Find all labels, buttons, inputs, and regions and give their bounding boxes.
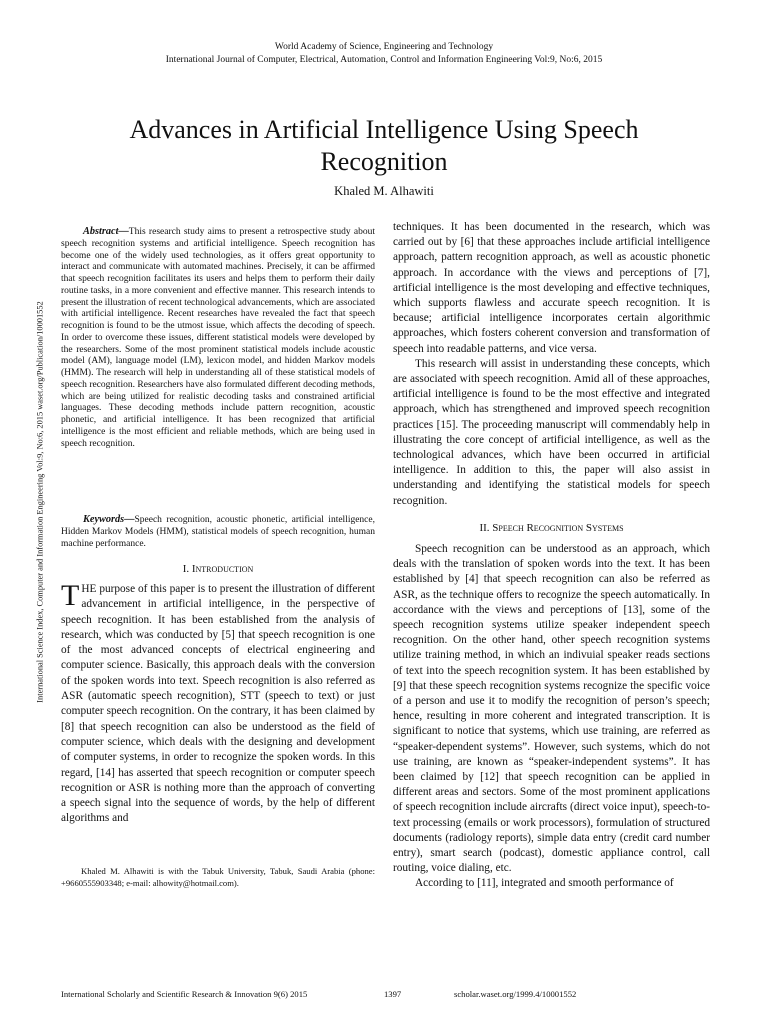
keywords bbox=[61, 514, 375, 550]
paragraph: techniques. It has been documented in the research, which was carried out by [6] that these approaches include artificial intelligence approach, pattern recognition approach, as well as acoustic phonetic approach. In accordance with the views and perceptions of [7], artificial intelligence is the most developing and effective techniques, which supports flawless and accurate speech recognition. It is because; artificial intelligence incorporates certain algorithmic approaches, which fosters coherent conversion and transformation of speech into readable patterns, and vice versa. bbox=[393, 221, 710, 355]
drop-cap: T bbox=[61, 579, 80, 612]
paragraph: According to [11], integrated and smooth performance of bbox=[415, 877, 674, 890]
abstract-label: Abstract — bbox=[83, 226, 129, 237]
section-heading-introduction: I. Introduction bbox=[182, 563, 254, 575]
keywords-text: Speech recognition, acoustic phonetic, artificial intelligence, Hidden Markov Models (HMM), statistical models of speech recognition, human machine performance. bbox=[61, 515, 375, 549]
right-column-top bbox=[393, 220, 710, 509]
right-column-bottom bbox=[393, 542, 710, 892]
author-name: Khaled M. Alhawiti bbox=[334, 184, 434, 198]
author-footnote: Khaled M. Alhawiti is with the Tabuk University, Tabuk, Saudi Arabia (phone: +9660555903348; e-mail: alhowity@hotmail.com). bbox=[61, 866, 375, 888]
paragraph: Speech recognition can be understood as an approach, which deals with the translation of spoken words into the text. It has been established by [4] that speech recognition can also be referred as ASR, as the technique offers to recognize the speech automatically. In accordance with the views and perceptions of [13], some of the speech recognition systems utilize speaker independent speech recognition. On the other hand, other speech recognition systems utilize training method, in which an indivuial speaker reads sections of text into the speech recognition system. It has been established by [9] that these speech recognition systems recognize the specific voice of a person and use it to modify the recognition of person’s speech; hence, resulting in more coherent and integrated transcription. It is significant to notice that systems, which use training, are referred as “speaker-dependent systems”. However, such systems, which do not use training, are known as “speaker-independent systems”. It has been claimed by [12] that speech recognition can be applied in different areas and sectors. Some of the most prominent applications of speech recognition include aircrafts (direct voice input), speech-to-text processing (emails or work processors), formulation of structured documents (radiology reports), simple data entry (credit card number entry), smart search (podcast), domestic appliance control, call routing, voice dialing, etc. bbox=[393, 543, 710, 875]
paragraph: This research will assist in understanding these concepts, which are associated with speech recognition. Amid all of these approaches, artificial intelligence is found to be the most effective and integrated approach, which has strengthened and improved speech recognition practices [15]. The proceeding manuscript will commendably help in illustrating the core concept of artificial intelligence, as well as the technological advances, which have been occurred in artificial intelligence. In addition to this, the paper will also assist in understanding and identifying the statistical models for speech recognition. bbox=[393, 357, 710, 507]
introduction-body bbox=[61, 579, 375, 827]
footer-url: scholar.waset.org/1999.4/10001552 bbox=[454, 989, 577, 999]
section-heading-speech-recognition-systems: II. Speech Recognition Systems bbox=[479, 522, 624, 534]
abstract-text: This research study aims to present a retrospective study about speech recognition systems and artificial intelligence. Speech recognition has become one of the widely used technologies, as it offers great opportunity to interact and communicate with automated machines. Precisely, it can be affirmed that speech recognition facilitates its users and helps them to perform their daily routine tasks, in a more convenient and effective manner. This research intends to present the illustration of recent technological advancements, which are associated with artificial intelligence. Recent researches have revealed the fact that speech recognition is found to be the utmost issue, which affects the decoding of speech. In order to overcome these issues, different statistical models were developed by the researchers. Some of the most prominent statistical models include acoustic model (AM), language model (LM), lexicon model, and hidden Markov models (HMM). The research will help in understanding all of these statistical models of speech recognition. Researchers have also formulated different decoding methods, which are being utilized for realistic decoding tasks and constrained artificial languages. These decoding methods include pattern recognition, acoustic phonetic, and artificial intelligence. It has been recognized that artificial intelligence is the most efficient and reliable methods, which are being used in speech recognition. bbox=[61, 227, 375, 449]
index-sidebar-text: International Science Index, Computer and Information Engineering Vol:9, No:6, 2015 waset.org/Publication/10001552 bbox=[35, 301, 45, 703]
journal-header-org: World Academy of Science, Engineering and Technology bbox=[274, 42, 494, 52]
abstract bbox=[61, 226, 375, 450]
keywords-label: Keywords — bbox=[83, 514, 135, 525]
footer-publisher: International Scholarly and Scientific Research & Innovation 9(6) 2015 bbox=[61, 989, 308, 999]
page-number: 1397 bbox=[384, 989, 402, 999]
journal-header-citation: International Journal of Computer, Electrical, Automation, Control and Information Engineering Vol:9, No:6, 2015 bbox=[165, 55, 603, 65]
index-sidebar bbox=[34, 302, 46, 702]
introduction-text: HE purpose of this paper is to present the illustration of different advancement in artificial intelligence, in the perspective of speech recognition. It has been established from the analysis of research, which was conducted by [5] that speech recognition is one of the most advanced concepts of electrical engineering and computer science. Basically, this approach deals with the conversion of the spoken words into text. Speech recognition is also referred as ASR (automatic speech recognition), STT (speech to text) or just computer speech recognition. On the contrary, it has been claimed by [8] that speech recognition can also be understood as the field of computer science, which deals with the designing and development of computer systems, in order to recognize the spoken words. In this regard, [14] has asserted that speech recognition or computer speech recognition or ASR is nothing more than the approach of converting a speech signal into the sequence of words, by the help of different algorithms and bbox=[61, 583, 375, 825]
paper-title: Advances in Artificial Intelligence Using Speech Recognition bbox=[129, 115, 639, 176]
